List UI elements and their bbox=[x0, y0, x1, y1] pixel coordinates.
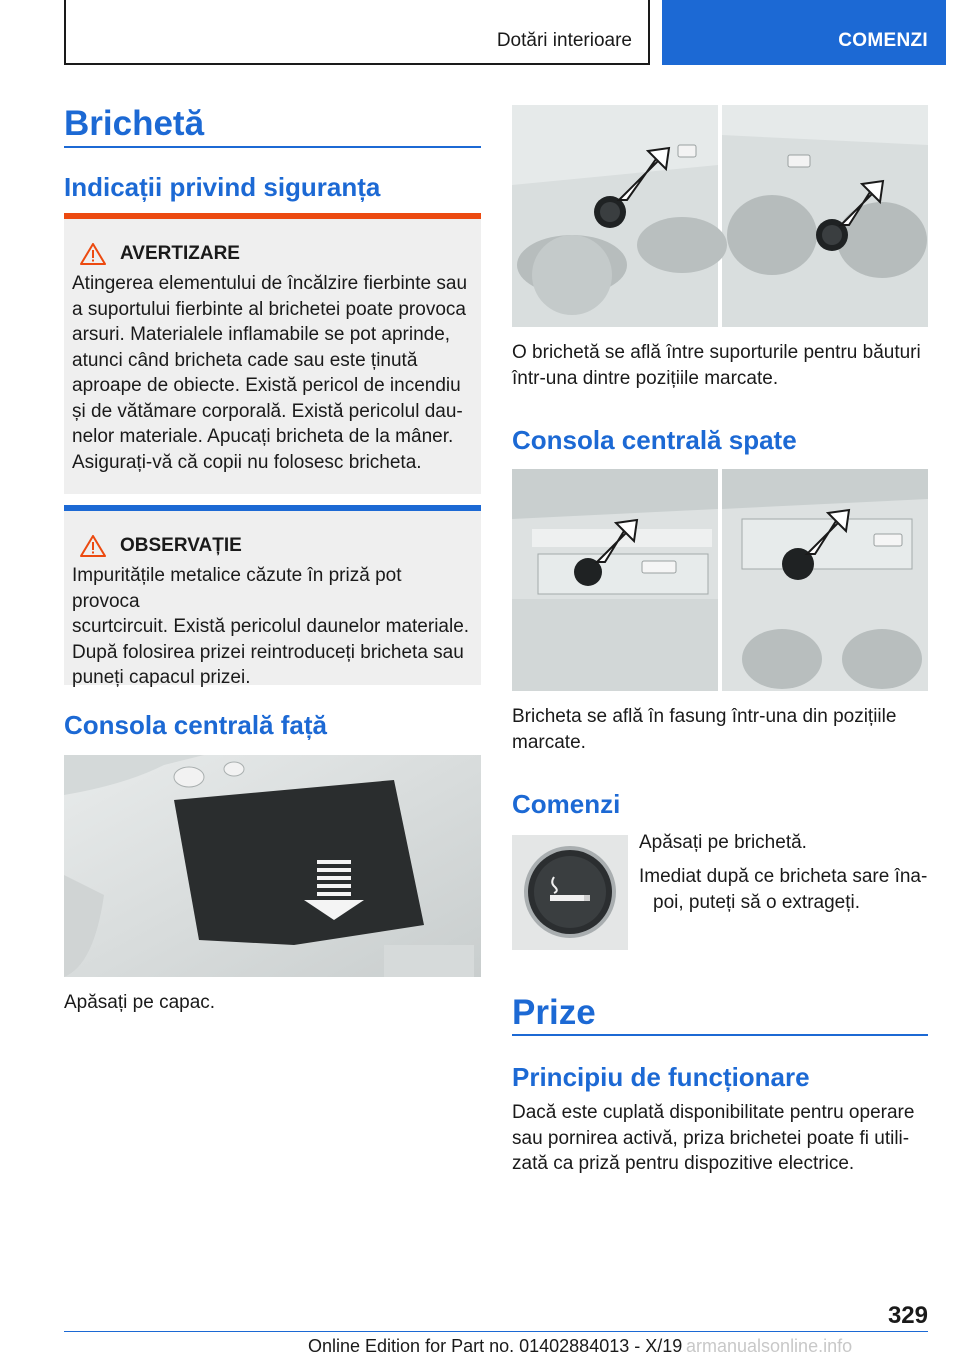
page-title: Brichetă bbox=[64, 104, 205, 143]
footer-edition: Online Edition for Part no. 01402884013 - X/19 bbox=[308, 1336, 683, 1356]
rear-console-caption: Bricheta se află în fasung într-una din pozițiile marcate. bbox=[512, 706, 897, 753]
header-chapter-tab bbox=[662, 0, 946, 65]
notice-text: Impuritățile metalice căzute în priză pot provoca scurtcircuit. Există pericolul daunelor materiale. După folosirea prizei reintroduceți bricheta sau puneți capacul prizei. bbox=[72, 565, 470, 688]
sockets-rule bbox=[512, 1034, 928, 1036]
controls-step1: Apăsați pe brichetă. bbox=[639, 832, 807, 853]
warning-text: Atingerea elementului de încălzire fierbinte sau a suportului fierbinte al brichetei poate provoca arsuri. Materialele inflamabile se pot aprinde, atunci când bricheta cade sau este ținută aproape de obiecte. Există pericol de incendiu și de vătămare corporală. Există pericolul dau- nelor materiale. Apucați bricheta de la mâner. Asigurați-vă că copii nu folosesc bricheta. bbox=[72, 273, 468, 473]
front-console-caption: Apăsați pe capac. bbox=[64, 992, 216, 1013]
lighter-button-image bbox=[512, 835, 628, 950]
title-rule bbox=[64, 146, 481, 148]
principle-text: Dacă este cuplată disponibilitate pentru operare sau pornirea activă, priza brichetei poate fi utili- zată ca priză pentru dispozitive electrice. bbox=[512, 1102, 915, 1174]
footer-watermark: armanualsonline.info bbox=[686, 1336, 853, 1356]
rear-console-heading: Consola centrală spate bbox=[512, 425, 797, 455]
warning-label: AVERTIZARE bbox=[120, 243, 240, 264]
sockets-title: Prize bbox=[512, 993, 596, 1032]
footer-rule bbox=[64, 1331, 928, 1332]
header-chapter-label: COMENZI bbox=[838, 30, 928, 51]
cupholder-caption: O brichetă se află între suporturile pentru băuturi într-una dintre pozițiile marcate. bbox=[512, 342, 921, 389]
notice-box bbox=[64, 505, 481, 688]
principle-heading: Principiu de funcționare bbox=[512, 1062, 810, 1092]
controls-step2: Imediat după ce bricheta sare îna- poi, puteți să o extrageți. bbox=[639, 866, 928, 913]
cupholder-photos bbox=[512, 105, 928, 327]
header-section-tab bbox=[64, 0, 650, 65]
front-console-heading: Consola centrală față bbox=[64, 710, 327, 740]
warning-box bbox=[64, 213, 481, 494]
warning-triangle-icon bbox=[80, 243, 106, 265]
notice-triangle-icon bbox=[80, 535, 106, 557]
page-number: 329 bbox=[887, 1302, 928, 1329]
header-section-label: Dotări interioare bbox=[496, 30, 632, 51]
cigarette-lighter-icon bbox=[512, 835, 628, 950]
notice-label: OBSERVAȚIE bbox=[120, 535, 242, 556]
rear-console-photos bbox=[512, 469, 928, 691]
controls-heading: Comenzi bbox=[512, 789, 621, 819]
safety-heading: Indicații privind siguranța bbox=[64, 172, 381, 202]
front-console-photo bbox=[64, 755, 481, 977]
